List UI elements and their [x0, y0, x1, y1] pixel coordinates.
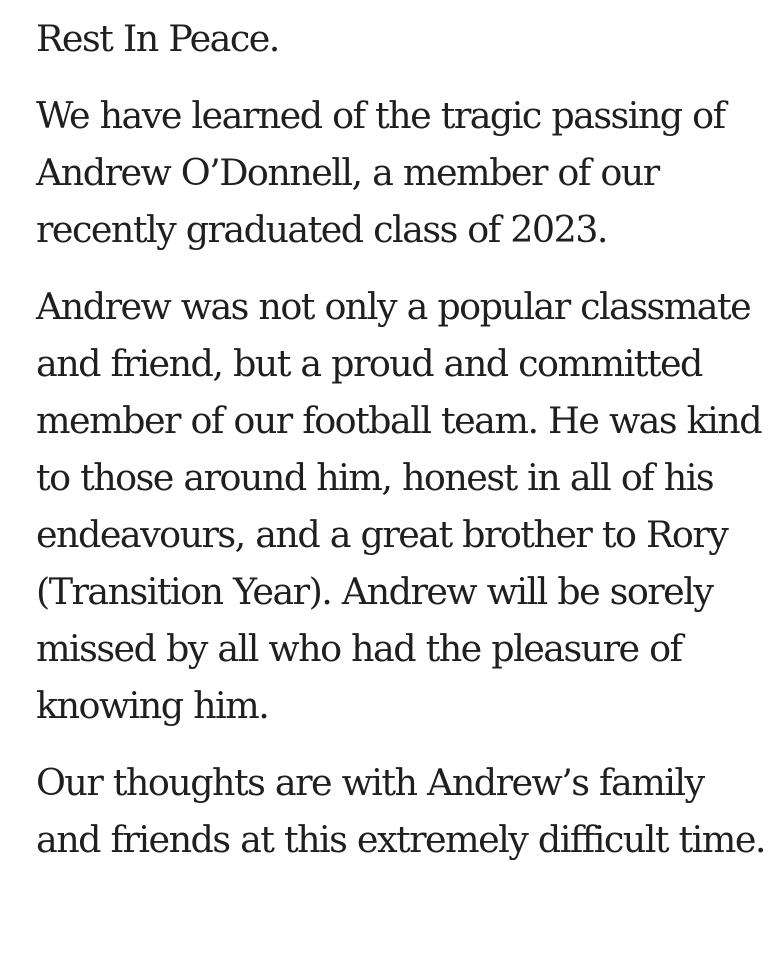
paragraph-heading: Rest In Peace.	[36, 17, 279, 60]
paragraph-announcement: We have learned of the tragic passing of Andrew O’Donnell, a member of our recently graduated class of 2023.	[36, 94, 725, 251]
article-body	[36, 10, 776, 868]
paragraph-condolences: Our thoughts are with Andrew’s family and friends at this extremely difficult time.	[36, 761, 765, 861]
paragraph-tribute: Andrew was not only a popular classmate and friend, but a proud and committed member of our football team. He was kind to those around him, honest in all of his endeavours, and a great brother to Rory (Transition Year). Andrew will be sorely missed by all who had the pleasure of knowing him.	[36, 285, 762, 727]
